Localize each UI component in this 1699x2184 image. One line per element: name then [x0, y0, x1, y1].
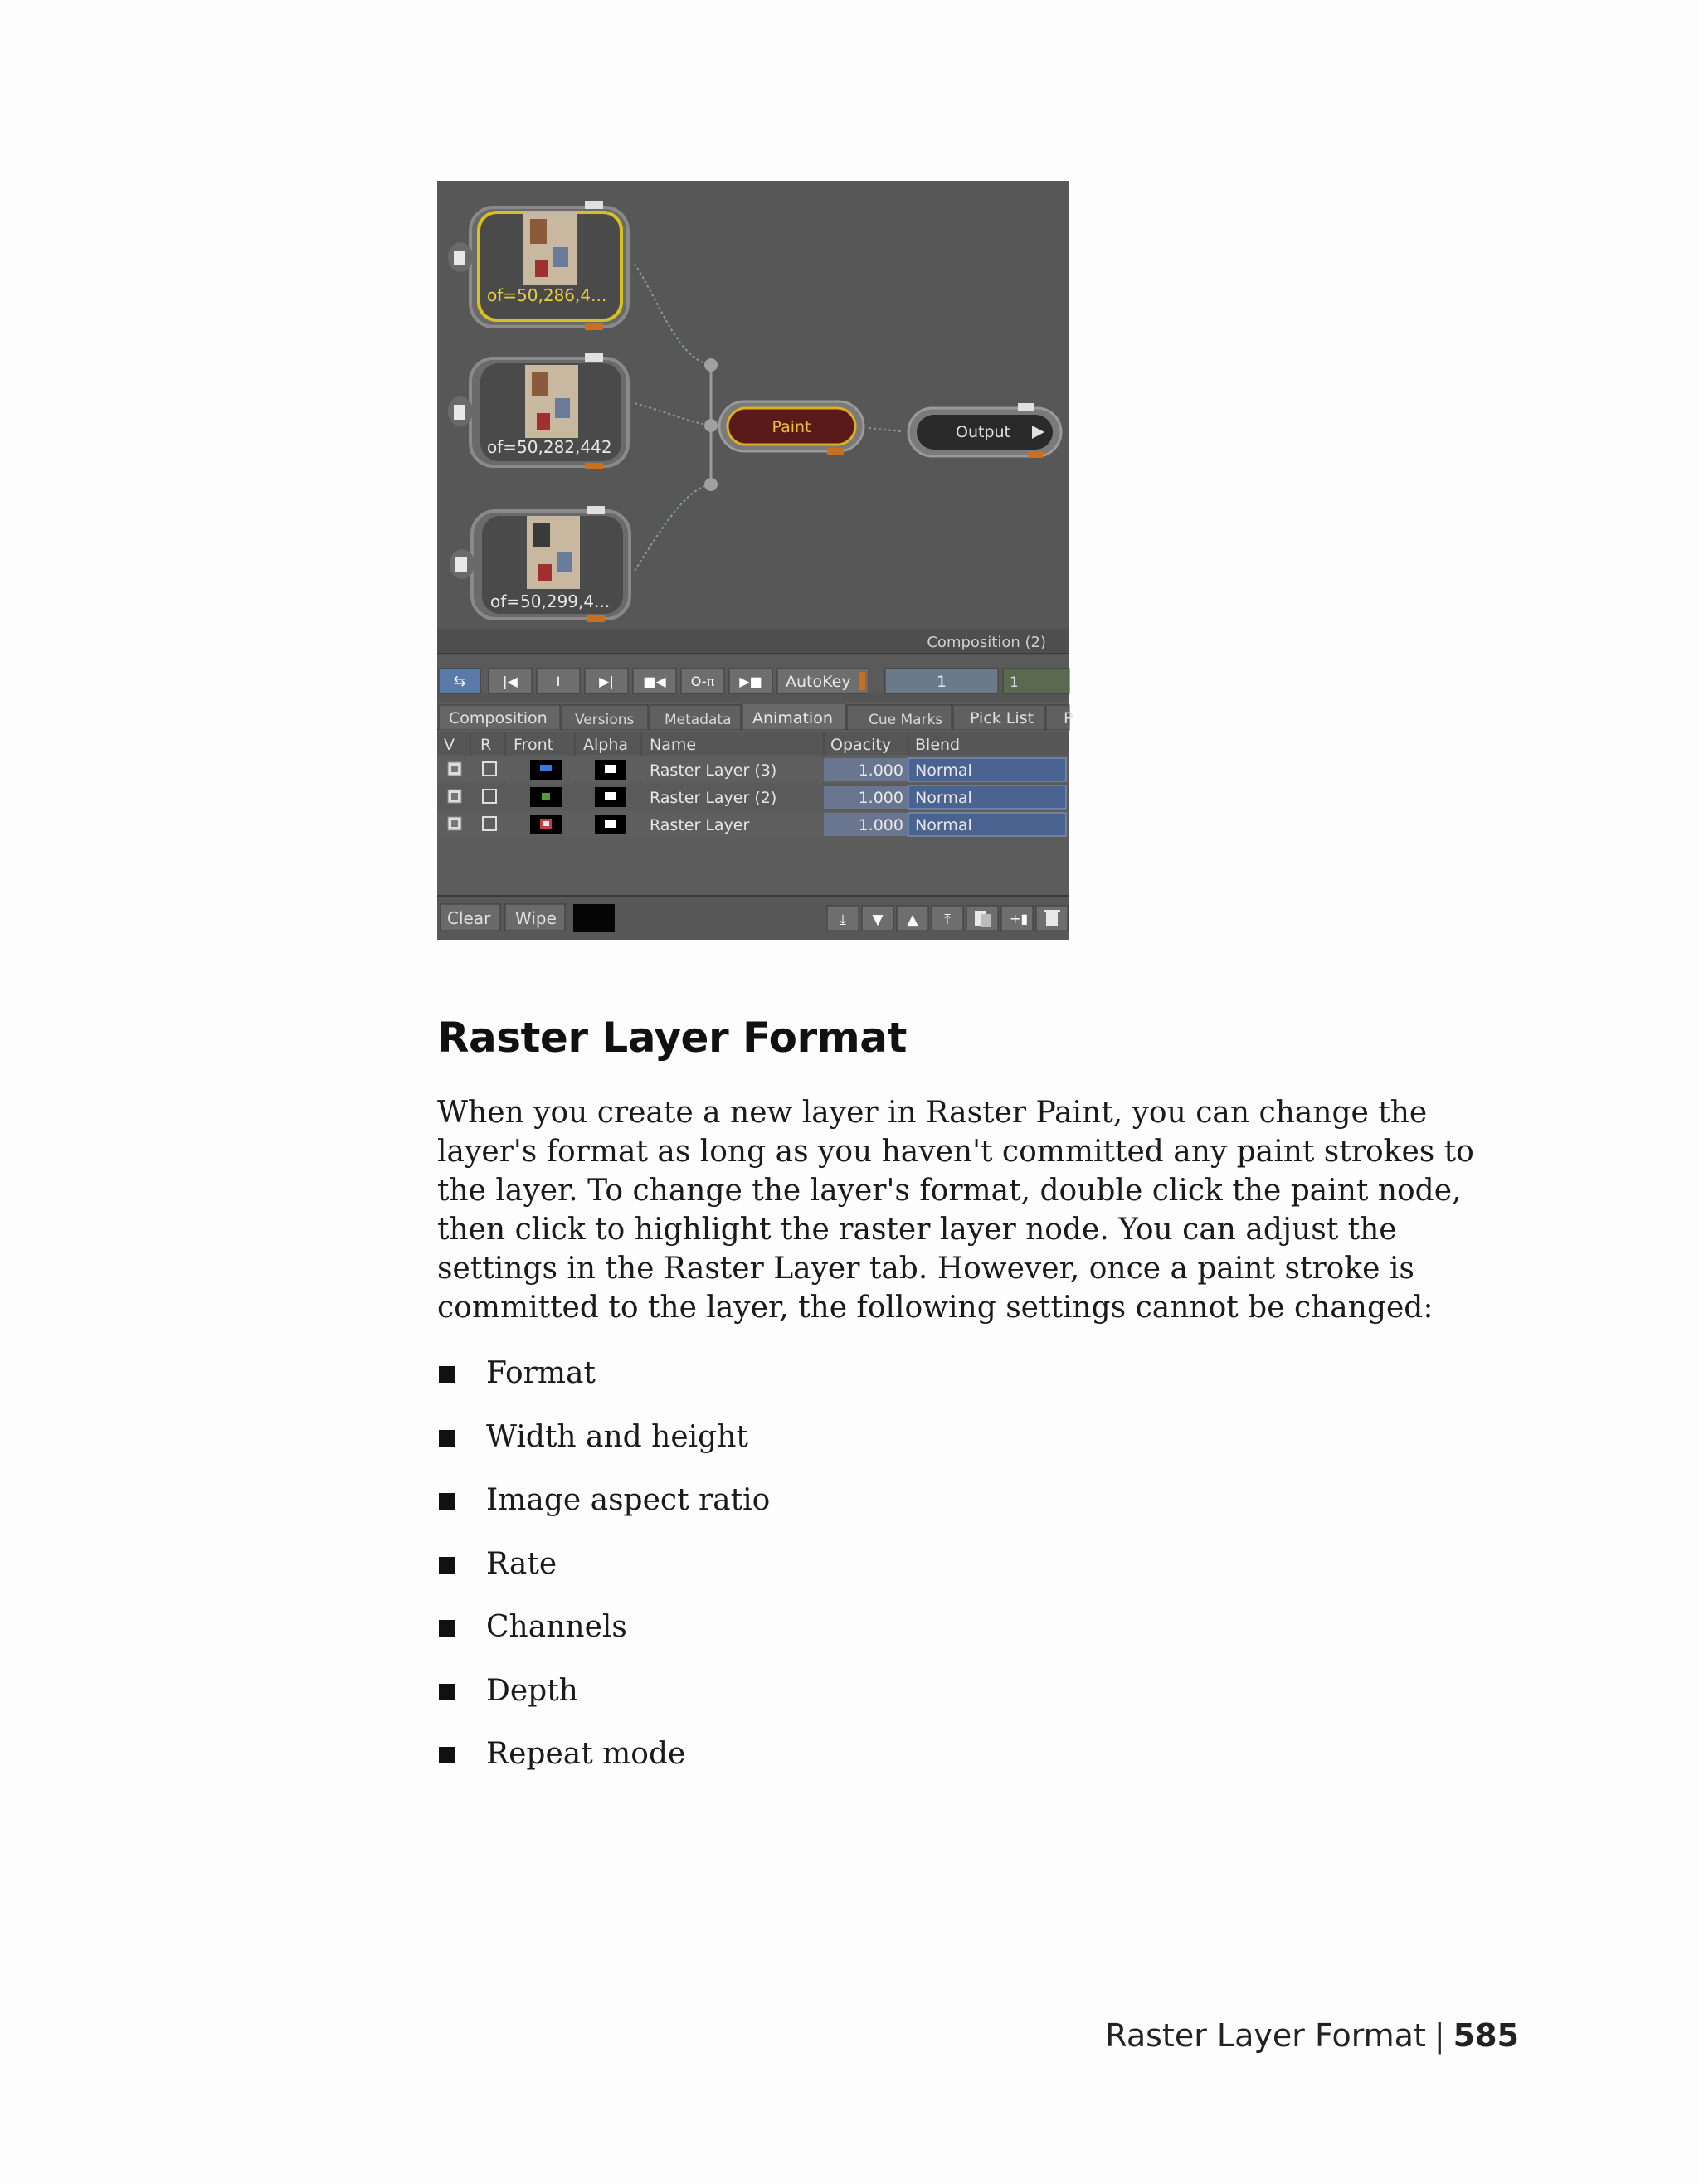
tab-bar — [439, 703, 1073, 730]
list-item-text: Format — [486, 1356, 596, 1390]
layer-name: Raster Layer (3) — [650, 761, 777, 780]
move-down-icon: ▼ — [872, 912, 884, 928]
color-swatch[interactable] — [573, 904, 615, 932]
body-paragraph: When you create a new layer in Raster Paint, you can change the layer's format as long as you haven't committed any paint strokes to the layer. To change the layer's format, double click the paint node, then click to highlight the raster layer node. You can adjust the settings in the Raster Layer tab. However, once a paint stroke is committed to the layer, the following settings cannot be changed: — [437, 1096, 1474, 1325]
list-item — [437, 1608, 770, 1672]
trash-icon — [1046, 912, 1058, 926]
junction-dot[interactable] — [704, 478, 718, 491]
col-opacity: Opacity — [830, 736, 892, 754]
layer-blend: Normal — [915, 789, 972, 807]
go-to-start-icon: |◀ — [503, 674, 518, 689]
list-item-text: Rate — [486, 1546, 557, 1581]
frame-field-2-value: 1 — [1010, 674, 1019, 691]
paint-node-label: Paint — [772, 418, 811, 436]
tab-overflow-label: P — [1064, 709, 1073, 727]
list-item-text: Repeat mode — [486, 1737, 686, 1771]
tab-metadata-label: Metadata — [665, 712, 732, 728]
settings-list — [437, 1355, 770, 1799]
footer-separator: | — [1434, 2017, 1445, 2054]
move-to-top-icon: ⤒ — [944, 912, 951, 928]
key-icon: O-π — [690, 674, 715, 689]
next-key-icon: ▶■ — [739, 674, 762, 689]
list-item-text: Channels — [486, 1610, 627, 1644]
bullet-square-icon — [439, 1684, 455, 1700]
prev-key-icon: ■◀ — [643, 674, 666, 689]
col-name: Name — [650, 736, 697, 754]
bullet-square-icon — [439, 1747, 455, 1763]
col-r: R — [480, 736, 492, 754]
col-v: V — [444, 736, 455, 754]
list-item — [437, 1418, 770, 1482]
list-item — [437, 1545, 770, 1609]
tab-pick-list-label: Pick List — [970, 709, 1034, 727]
composition-label: Composition (2) — [927, 634, 1046, 651]
layer-blend: Normal — [915, 816, 972, 834]
list-item — [437, 1735, 770, 1799]
page-footer — [1105, 2017, 1519, 2054]
section-heading: Raster Layer Format — [437, 1014, 907, 1062]
output-node-label: Output — [956, 423, 1010, 441]
list-item — [437, 1672, 770, 1736]
new-layer-icon: +▮ — [1010, 911, 1029, 927]
clip-node-1[interactable] — [448, 201, 628, 330]
clip-node-3-label: of=50,299,4... — [490, 591, 611, 611]
clip-node-1-label: of=50,286,4... — [487, 285, 607, 305]
col-blend: Blend — [915, 736, 961, 754]
col-front: Front — [514, 736, 554, 754]
list-item-text: Depth — [486, 1673, 578, 1708]
list-item-text: Image aspect ratio — [486, 1483, 771, 1517]
move-to-bottom-icon: ⤓ — [840, 912, 846, 928]
layer-opacity: 1.000 — [858, 789, 903, 807]
bullet-square-icon — [439, 1493, 455, 1510]
tab-versions-label: Versions — [575, 712, 635, 728]
layer-row[interactable] — [437, 811, 1069, 838]
layer-actions — [827, 906, 1068, 931]
i-beam-icon: I — [556, 674, 561, 689]
bullet-square-icon — [439, 1430, 455, 1447]
frame-field-value: 1 — [936, 673, 947, 691]
footer-section-title: Raster Layer Format — [1105, 2017, 1426, 2054]
tab-animation-label: Animation — [752, 709, 833, 727]
list-item — [437, 1481, 770, 1545]
layer-name: Raster Layer (2) — [650, 789, 777, 807]
layer-opacity: 1.000 — [858, 816, 903, 834]
junction-dot[interactable] — [704, 358, 718, 372]
layer-name: Raster Layer — [650, 816, 750, 834]
move-up-icon: ▲ — [907, 912, 918, 928]
bullet-square-icon — [439, 1557, 455, 1574]
layer-blend: Normal — [915, 761, 972, 780]
col-alpha: Alpha — [583, 736, 629, 754]
list-item-text: Width and height — [486, 1419, 748, 1454]
tab-composition-label: Composition — [449, 709, 548, 727]
loop-icon: ⇆ — [453, 673, 466, 690]
clear-button-label: Clear — [447, 908, 491, 928]
bullet-square-icon — [439, 1366, 455, 1383]
wipe-button-label: Wipe — [515, 908, 557, 928]
clip-node-2-label: of=50,282,442 — [487, 437, 612, 457]
autokey-label: AutoKey — [786, 673, 851, 691]
go-to-end-icon: ▶| — [599, 674, 614, 689]
tab-cue-marks-label: Cue Marks — [869, 712, 943, 728]
page-number: 585 — [1453, 2017, 1519, 2054]
list-item — [437, 1355, 770, 1418]
layer-opacity: 1.000 — [858, 761, 903, 780]
junction-dot[interactable] — [704, 419, 718, 432]
screenshot-figure — [437, 181, 1073, 940]
bullet-square-icon — [439, 1620, 455, 1637]
